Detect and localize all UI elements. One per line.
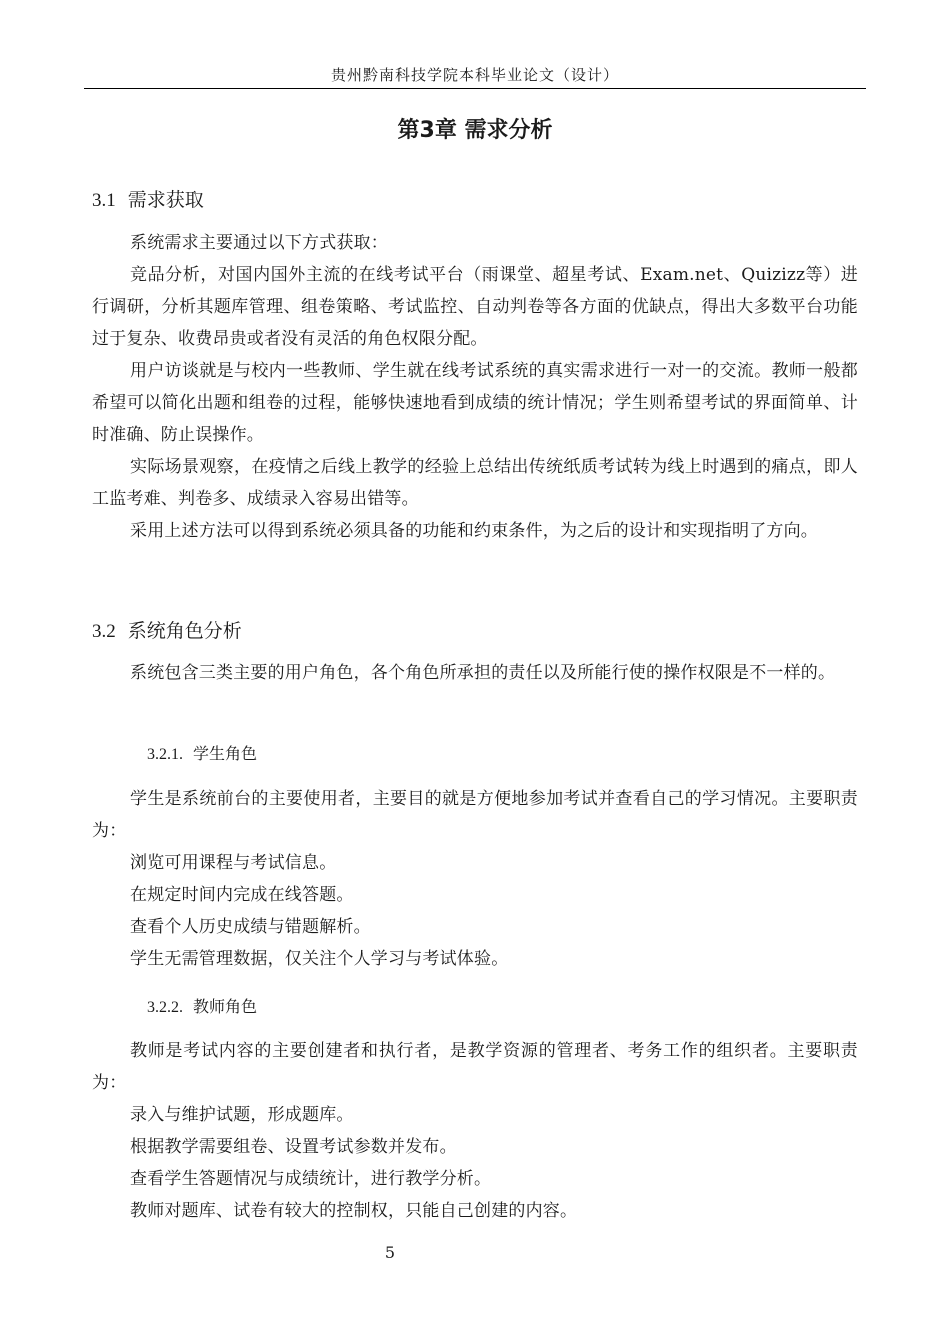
list-item: 浏览可用课程与考试信息。 — [130, 853, 337, 873]
list-item: 查看学生答题情况与成绩统计，进行教学分析。 — [130, 1169, 492, 1189]
section-title: 需求获取 — [127, 189, 204, 211]
page-number: 5 — [384, 1243, 396, 1262]
section-number: 3.1 — [92, 190, 116, 211]
list-item: 学生无需管理数据，仅关注个人学习与考试体验。 — [130, 949, 509, 969]
paragraph: 用户访谈就是与校内一些教师、学生就在线考试系统的真实需求进行一对一的交流。教师一般都希望可以简化出题和组卷的过程，能够快速地看到成绩的统计情况；学生则希望考试的界面简单、计时准确、防止误操作。 — [92, 361, 858, 445]
page-header: 贵州黔南科技学院本科毕业论文（设计） — [84, 64, 866, 89]
paragraph: 竞品分析，对国内国外主流的在线考试平台（雨课堂、超星考试、Exam.net、Quizizz等）进行调研，分析其题库管理、组卷策略、考试监控、自动判卷等各方面的优缺点，得出大多数平台功能过于复杂、收费昂贵或者没有灵活的角色权限分配。 — [92, 265, 858, 349]
subsection-number: 3.2.1. — [147, 746, 183, 763]
section-number: 3.2 — [92, 621, 116, 642]
list-item: 在规定时间内完成在线答题。 — [130, 885, 354, 905]
list-item: 教师对题库、试卷有较大的控制权，只能自己创建的内容。 — [130, 1201, 578, 1221]
paragraph: 采用上述方法可以得到系统必须具备的功能和约束条件，为之后的设计和实现指明了方向。 — [130, 521, 818, 541]
paragraph: 系统需求主要通过以下方式获取： — [130, 233, 388, 253]
subsection-number: 3.2.2. — [147, 999, 183, 1016]
section-heading-3-1 — [92, 186, 204, 215]
subsection-heading-3-2-1 — [147, 742, 257, 767]
paragraph: 学生是系统前台的主要使用者，主要目的就是方便地参加考试并查看自己的学习情况。主要职责为： — [92, 789, 858, 841]
paragraph: 系统包含三类主要的用户角色，各个角色所承担的责任以及所能行使的操作权限是不一样的。 — [130, 663, 836, 683]
section-heading-3-2 — [92, 617, 242, 646]
subsection-title: 学生角色 — [193, 744, 258, 763]
subsection-heading-3-2-2 — [147, 995, 257, 1020]
paragraph: 教师是考试内容的主要创建者和执行者，是教学资源的管理者、考务工作的组织者。主要职责为： — [92, 1041, 858, 1093]
paragraph: 实际场景观察，在疫情之后线上教学的经验上总结出传统纸质考试转为线上时遇到的痛点，即人工监考难、判卷多、成绩录入容易出错等。 — [92, 457, 858, 509]
section-title: 系统角色分析 — [127, 620, 242, 642]
subsection-title: 教师角色 — [193, 997, 258, 1016]
list-item: 查看个人历史成绩与错题解析。 — [130, 917, 371, 937]
list-item: 根据教学需要组卷、设置考试参数并发布。 — [130, 1137, 457, 1157]
chapter-title: 第3章 需求分析 — [397, 118, 553, 143]
list-item: 录入与维护试题，形成题库。 — [130, 1105, 354, 1125]
